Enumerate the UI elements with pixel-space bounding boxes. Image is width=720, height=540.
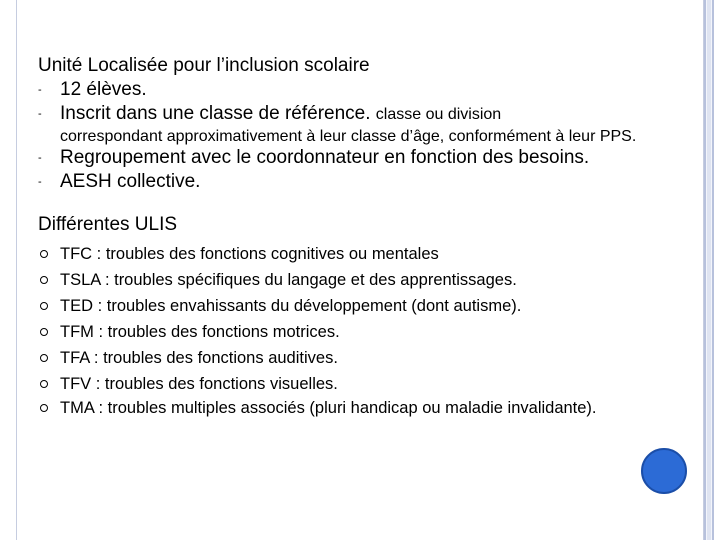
circle-bullet-icon	[40, 328, 48, 336]
list-item	[38, 319, 688, 345]
list-item	[38, 345, 688, 371]
item-text: AESH collective.	[60, 171, 201, 192]
ulis-types-list	[38, 241, 688, 419]
dash-marker: -	[38, 152, 42, 164]
item-text: 12 élèves.	[60, 79, 147, 100]
item-text: TFV : troubles des fonctions visuelles.	[60, 375, 338, 393]
list-item	[38, 102, 688, 146]
dash-marker: -	[38, 84, 42, 96]
item-text: TFM : troubles des fonctions motrices.	[60, 323, 340, 341]
circle-bullet-icon	[40, 276, 48, 284]
slide-content	[38, 54, 688, 419]
list-item	[38, 267, 688, 293]
list-item	[38, 170, 688, 194]
ulis-characteristics-list	[38, 78, 688, 194]
right-border-inner-line	[707, 0, 711, 540]
item-note-inline: classe ou division	[375, 106, 502, 123]
list-item	[38, 371, 688, 397]
item-text: Inscrit dans une classe de référence.	[60, 103, 371, 124]
circle-bullet-icon	[40, 404, 48, 412]
dash-marker: -	[38, 176, 42, 188]
item-note-block: correspondant approximativement à leur classe d’âge, conformément à leur PPS.	[60, 128, 637, 145]
item-text: TED : troubles envahissants du développement (dont autisme).	[60, 297, 522, 315]
item-text: Regroupement avec le coordonnateur en fonction des besoins.	[60, 147, 590, 168]
spacer	[38, 194, 688, 213]
list-item	[38, 241, 688, 267]
list-item	[38, 78, 688, 102]
list-item	[38, 293, 688, 319]
circle-bullet-icon	[40, 302, 48, 310]
circle-bullet-icon	[40, 380, 48, 388]
dash-marker: -	[38, 108, 42, 120]
item-text: TFC : troubles des fonctions cognitives ou mentales	[60, 245, 439, 263]
list-item	[38, 397, 688, 419]
item-text: TFA : troubles des fonctions auditives.	[60, 349, 338, 367]
section-title-ulis: Unité Localisée pour l’inclusion scolaire	[38, 55, 370, 76]
circle-bullet-icon	[40, 354, 48, 362]
item-text: TSLA : troubles spécifiques du langage et des apprentissages.	[60, 271, 517, 289]
list-item	[38, 146, 688, 170]
item-text: TMA : troubles multiples associés (pluri handicap ou maladie invalidante).	[60, 399, 597, 417]
circle-bullet-icon	[40, 250, 48, 258]
section-title-types: Différentes ULIS	[38, 214, 178, 235]
blue-circle-decoration	[641, 448, 687, 494]
